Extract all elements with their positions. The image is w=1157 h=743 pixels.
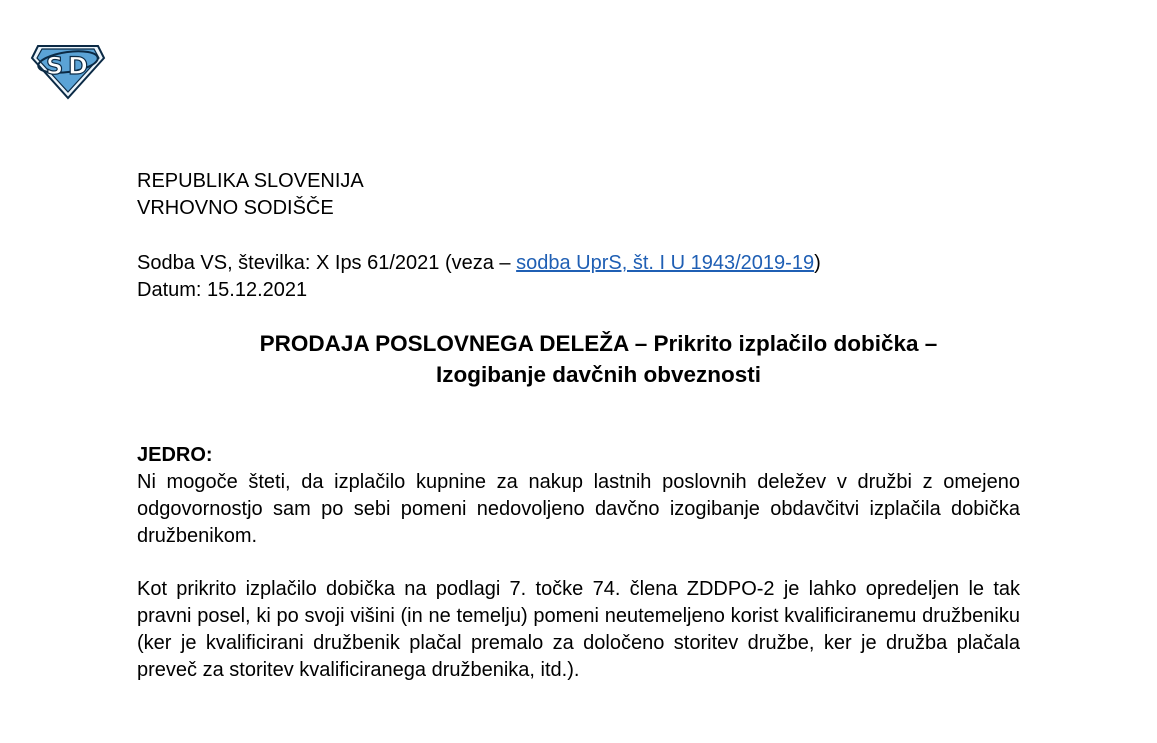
core-heading: JEDRO: — [137, 444, 213, 466]
document-title-line-2: Izogibanje davčnih obveznosti — [435, 362, 762, 387]
core-paragraph-2: Kot prikrito izplačilo dobička na podlagi 7. točke 74. člena ZDDPO-2 je lahko opredeljen le tak pravni posel, ki po svoji višini (in ne temelju) pomeni neutemeljeno korist kvalificiranemu družbeniku (ker je kvalificirani družbenik plačal premalo za določeno storitev družbe, ker je družba plačala preveč za storitev kvalificiranega družbenika, itd.). — [137, 578, 1020, 681]
case-reference — [137, 250, 1020, 277]
case-number: Sodba VS, številka: X Ips 61/2021 (veza – — [137, 252, 517, 274]
sd-logo-icon — [30, 40, 106, 100]
document-page — [137, 168, 1020, 684]
related-judgment-link[interactable]: sodba UprS, št. I U 1943/2019-19 — [516, 252, 815, 274]
svg-text:D: D — [68, 52, 88, 80]
court-name: VRHOVNO SODIŠČE — [137, 197, 334, 219]
country-name: REPUBLIKA SLOVENIJA — [137, 170, 364, 192]
judgment-date: Datum: 15.12.2021 — [137, 279, 308, 301]
reference-suffix: ) — [814, 252, 821, 274]
document-title-line-1: PRODAJA POSLOVNEGA DELEŽA – Prikrito izplačilo dobička – — [259, 331, 938, 356]
core-paragraph-1: Ni mogoče šteti, da izplačilo kupnine za nakup lastnih poslovnih deležev v družbi z omejeno odgovornostjo sam po sebi pomeni nedovoljeno davčno izogibanje obdavčitvi izplačila dobička družbenikom. — [137, 471, 1020, 547]
svg-text:S: S — [46, 52, 64, 80]
